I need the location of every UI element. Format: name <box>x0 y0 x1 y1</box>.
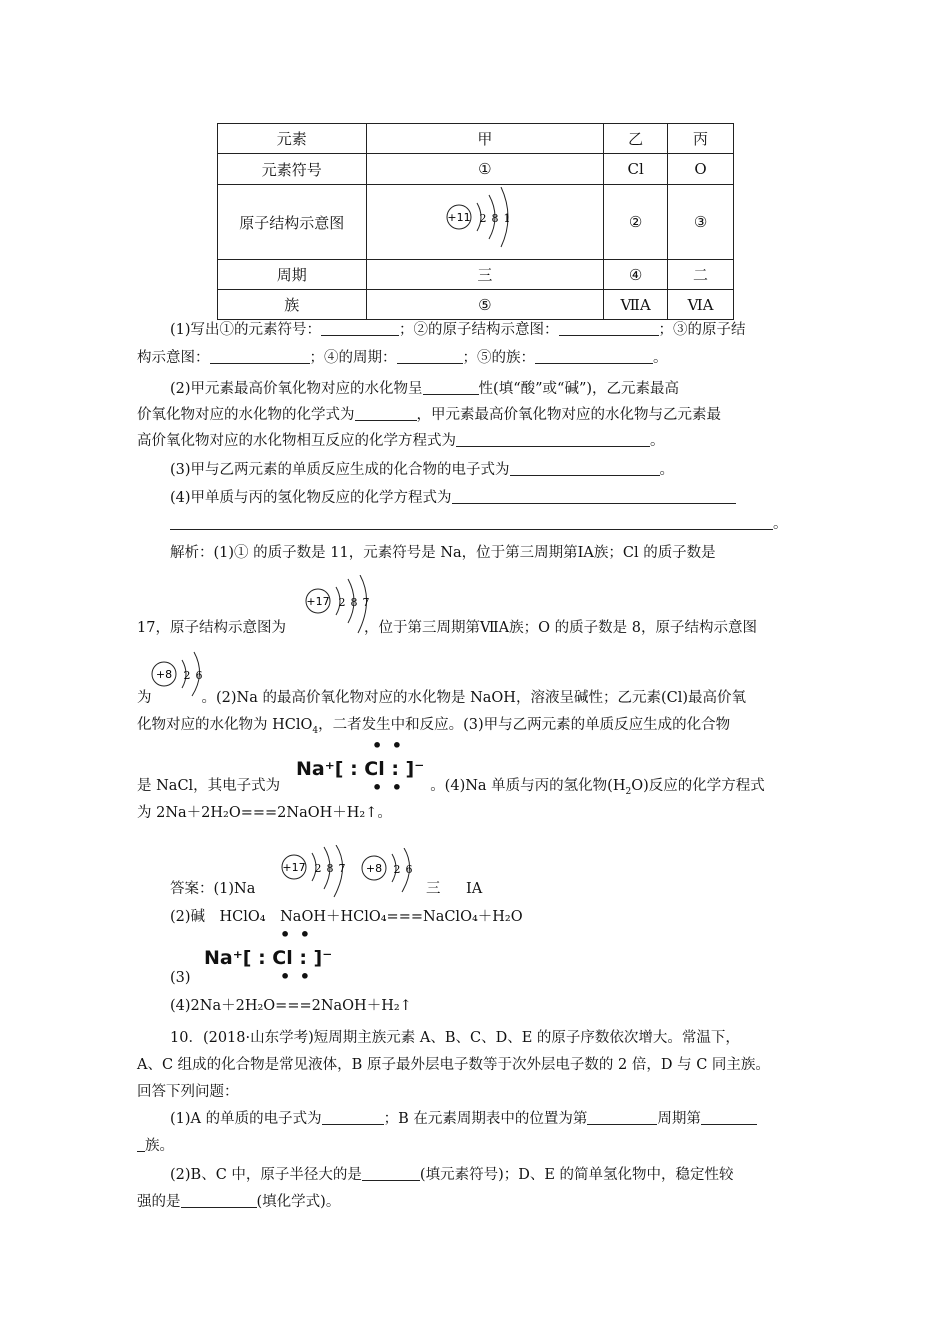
shell-electrons: 1 <box>503 212 511 225</box>
nucleus-charge: +8 <box>365 862 383 875</box>
question-10-part-1: 族。 <box>137 1134 817 1158</box>
table-cell: ⅥA <box>668 290 734 320</box>
table-row <box>218 154 734 185</box>
sodium-ion: Na⁺ <box>204 947 243 969</box>
table-header: 甲 <box>366 124 604 154</box>
table-header: 乙 <box>604 124 668 154</box>
question-1-line: (1)写出①的元素符号： ；②的原子结构示意图： ；③的原子结 <box>170 322 746 338</box>
table-cell: ⅦA <box>604 290 668 320</box>
table-header: 元素 <box>218 124 367 154</box>
na-atom-diagram <box>445 187 525 257</box>
answer-line: (2)碱 HClO₄ NaOH＋HClO₄===NaClO₄＋H₂O <box>170 909 523 925</box>
shell-electrons: 2 <box>393 863 401 876</box>
shell-electrons: 7 <box>362 596 370 609</box>
analysis-line: 是 NaCl，其电子式为 。(4)Na 单质与丙的氢化物$(H_2O)$反应的化学方程式 <box>137 778 765 797</box>
lone-pair-dots: • • <box>372 778 405 797</box>
nucleus-charge: +11 <box>447 211 471 224</box>
analysis-line: 解析：(1)① 的质子数是 11，元素符号是 Na，位于第三周期第ⅠA族；Cl 的质子数是 <box>170 545 716 561</box>
nucleus-charge: +17 <box>282 861 306 874</box>
question-4-line: 。 <box>170 512 820 536</box>
table-cell: Cl <box>604 154 668 185</box>
answer-period: 三 <box>426 881 441 897</box>
table-cell: 二 <box>668 260 734 290</box>
shell-electrons: 6 <box>405 863 413 876</box>
question-4-line: (4)甲单质与丙的氢化物反应的化学方程式为 <box>170 486 820 510</box>
analysis-line: 化物对应的水化物为 HClO$_4$，二者发生中和反应。(3)甲与乙两元素的单质反应生成的化合物 <box>137 717 731 736</box>
lone-pair-dots: • • <box>280 925 313 944</box>
row-label: 元素符号 <box>218 154 367 185</box>
answer-line: (4)2Na＋2H₂O===2NaOH＋H₂↑ <box>170 998 412 1014</box>
row-label: 族 <box>218 290 367 320</box>
shell-electrons: 8 <box>491 212 499 225</box>
row-label: 周期 <box>218 260 367 290</box>
shell-electrons: 2 <box>479 212 487 225</box>
question-10-part-1: (1)A 的单质的电子式为 ；B 在元素周期表中的位置为第 周期第 <box>170 1107 820 1131</box>
shell-electrons: 2 <box>338 596 346 609</box>
question-10-line: 回答下列问题： <box>137 1084 239 1100</box>
table-header-row <box>218 124 734 154</box>
question-10-line: 10．(2018·山东学考)短周期主族元素 A、B、C、D、E 的原子序数依次增大。常温下， <box>170 1030 740 1046</box>
shell-electrons: 2 <box>183 669 191 682</box>
table-header: 丙 <box>668 124 734 154</box>
lone-pair-dots: • • <box>372 736 405 755</box>
nucleus-charge: +17 <box>306 595 330 608</box>
element-table <box>217 123 734 320</box>
analysis-line: 为 。(2)Na 的最高价氧化物对应的水化物是 NaOH，溶液呈碱性；乙元素(Cl)最高价氧 <box>137 690 746 706</box>
question-1-line: 构示意图： ；④的周期： ；⑤的族： 。 <box>137 350 668 366</box>
shell-electrons: 8 <box>350 596 358 609</box>
question-2-line: 价氧化物对应的水化物的化学式为 ，甲元素最高价氧化物对应的水化物与乙元素最 <box>137 407 721 423</box>
chloride-ion: [ : Cl : ]⁻ <box>242 947 333 969</box>
answer-group: ⅠA <box>466 881 483 897</box>
analysis-line: 为 2Na＋2H₂O===2NaOH＋H₂↑。 <box>137 805 392 821</box>
shell-electrons: 6 <box>195 669 203 682</box>
shell-electrons: 8 <box>326 862 334 875</box>
nucleus-charge: +8 <box>155 668 173 681</box>
analysis-line: 17，原子结构示意图为 ，位于第三周期第ⅦA族；O 的质子数是 8，原子结构示意图 <box>137 620 757 636</box>
table-cell: ② <box>604 185 668 260</box>
table-cell: 三 <box>366 260 604 290</box>
shell-electrons: 7 <box>338 862 346 875</box>
table-cell: ⑤ <box>366 290 604 320</box>
answer-line: 答案：(1)Na 三 ⅠA <box>170 877 820 901</box>
chloride-ion: [ : Cl : ]⁻ <box>334 758 425 780</box>
question-10-part-2: (2)B、C 中，原子半径大的是 (填元素符号)；D、E 的简单氢化物中，稳定性较 <box>170 1167 734 1183</box>
shell-electrons: 2 <box>314 862 322 875</box>
question-2-line: 高价氧化物对应的水化物相互反应的化学方程式为 。 <box>137 433 665 449</box>
answer-line: (3) <box>170 970 191 986</box>
table-cell: ① <box>366 154 604 185</box>
row-label: 原子结构示意图 <box>218 185 367 260</box>
table-cell: ③ <box>668 185 734 260</box>
table-cell <box>366 185 604 260</box>
table-row <box>218 260 734 290</box>
question-10-line: A、C 组成的化合物是常见液体，B 原子最外层电子数等于次外层电子数的 2 倍，D 与 C 同主族。 <box>137 1057 770 1073</box>
lone-pair-dots: • • <box>280 967 313 986</box>
table-cell: ④ <box>604 260 668 290</box>
sodium-ion: Na⁺ <box>296 758 335 780</box>
question-10-part-2: 强的是 (填化学式)。 <box>137 1194 341 1210</box>
question-3-line: (3)甲与乙两元素的单质反应生成的化合物的电子式为 。 <box>170 462 675 478</box>
table-row <box>218 185 734 260</box>
question-2-line: (2)甲元素最高价氧化物对应的水化物呈 性(填“酸”或“碱”)，乙元素最高 <box>170 381 680 397</box>
table-cell: O <box>668 154 734 185</box>
table-row <box>218 290 734 320</box>
